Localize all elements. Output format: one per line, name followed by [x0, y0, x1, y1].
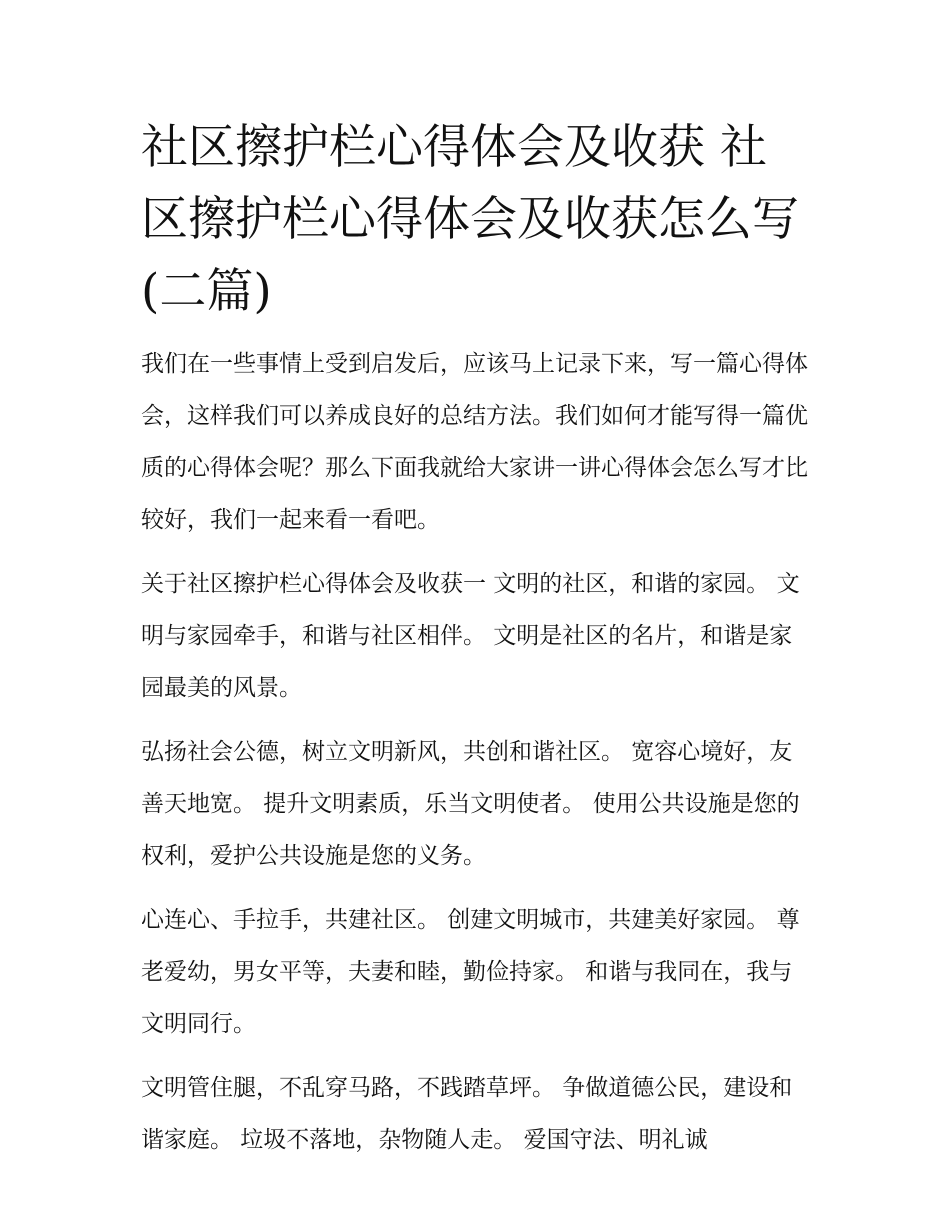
document-body [141, 112, 813, 1166]
paragraph-slogans-2: 心连心、手拉手，共建社区。 创建文明城市，共建美好家园。 尊老爱幼，男女平等，夫妻和睦，勤俭持家。 和谐与我同在，我与文明同行。 [141, 907, 800, 1037]
document-title: 社区擦护栏心得体会及收获 社区擦护栏心得体会及收获怎么写(二篇) [141, 120, 799, 319]
paragraph-intro: 我们在一些事情上受到启发后，应该马上记录下来，写一篇心得体会，这样我们可以养成良好的总结方法。我们如何才能写得一篇优质的心得体会呢？那么下面我就给大家讲一讲心得体会怎么写才比较好，我们一起来看一看吧。 [141, 351, 808, 533]
paragraph-slogans-3: 文明管住腿，不乱穿马路，不践踏草坪。 争做道德公民，建设和谐家庭。 垃圾不落地，杂物随人走。 爱国守法、明礼诚 [141, 1075, 793, 1153]
paragraph-slogans-1: 弘扬社会公德，树立文明新风，共创和谐社区。 宽容心境好，友善天地宽。 提升文明素质，乐当文明使者。 使用公共设施是您的权利，爱护公共设施是您的义务。 [141, 739, 800, 869]
paragraph-section-one: 关于社区擦护栏心得体会及收获一 文明的社区，和谐的家园。 文明与家园牵手，和谐与社区相伴。 文明是社区的名片，和谐是家园最美的风景。 [141, 571, 800, 701]
